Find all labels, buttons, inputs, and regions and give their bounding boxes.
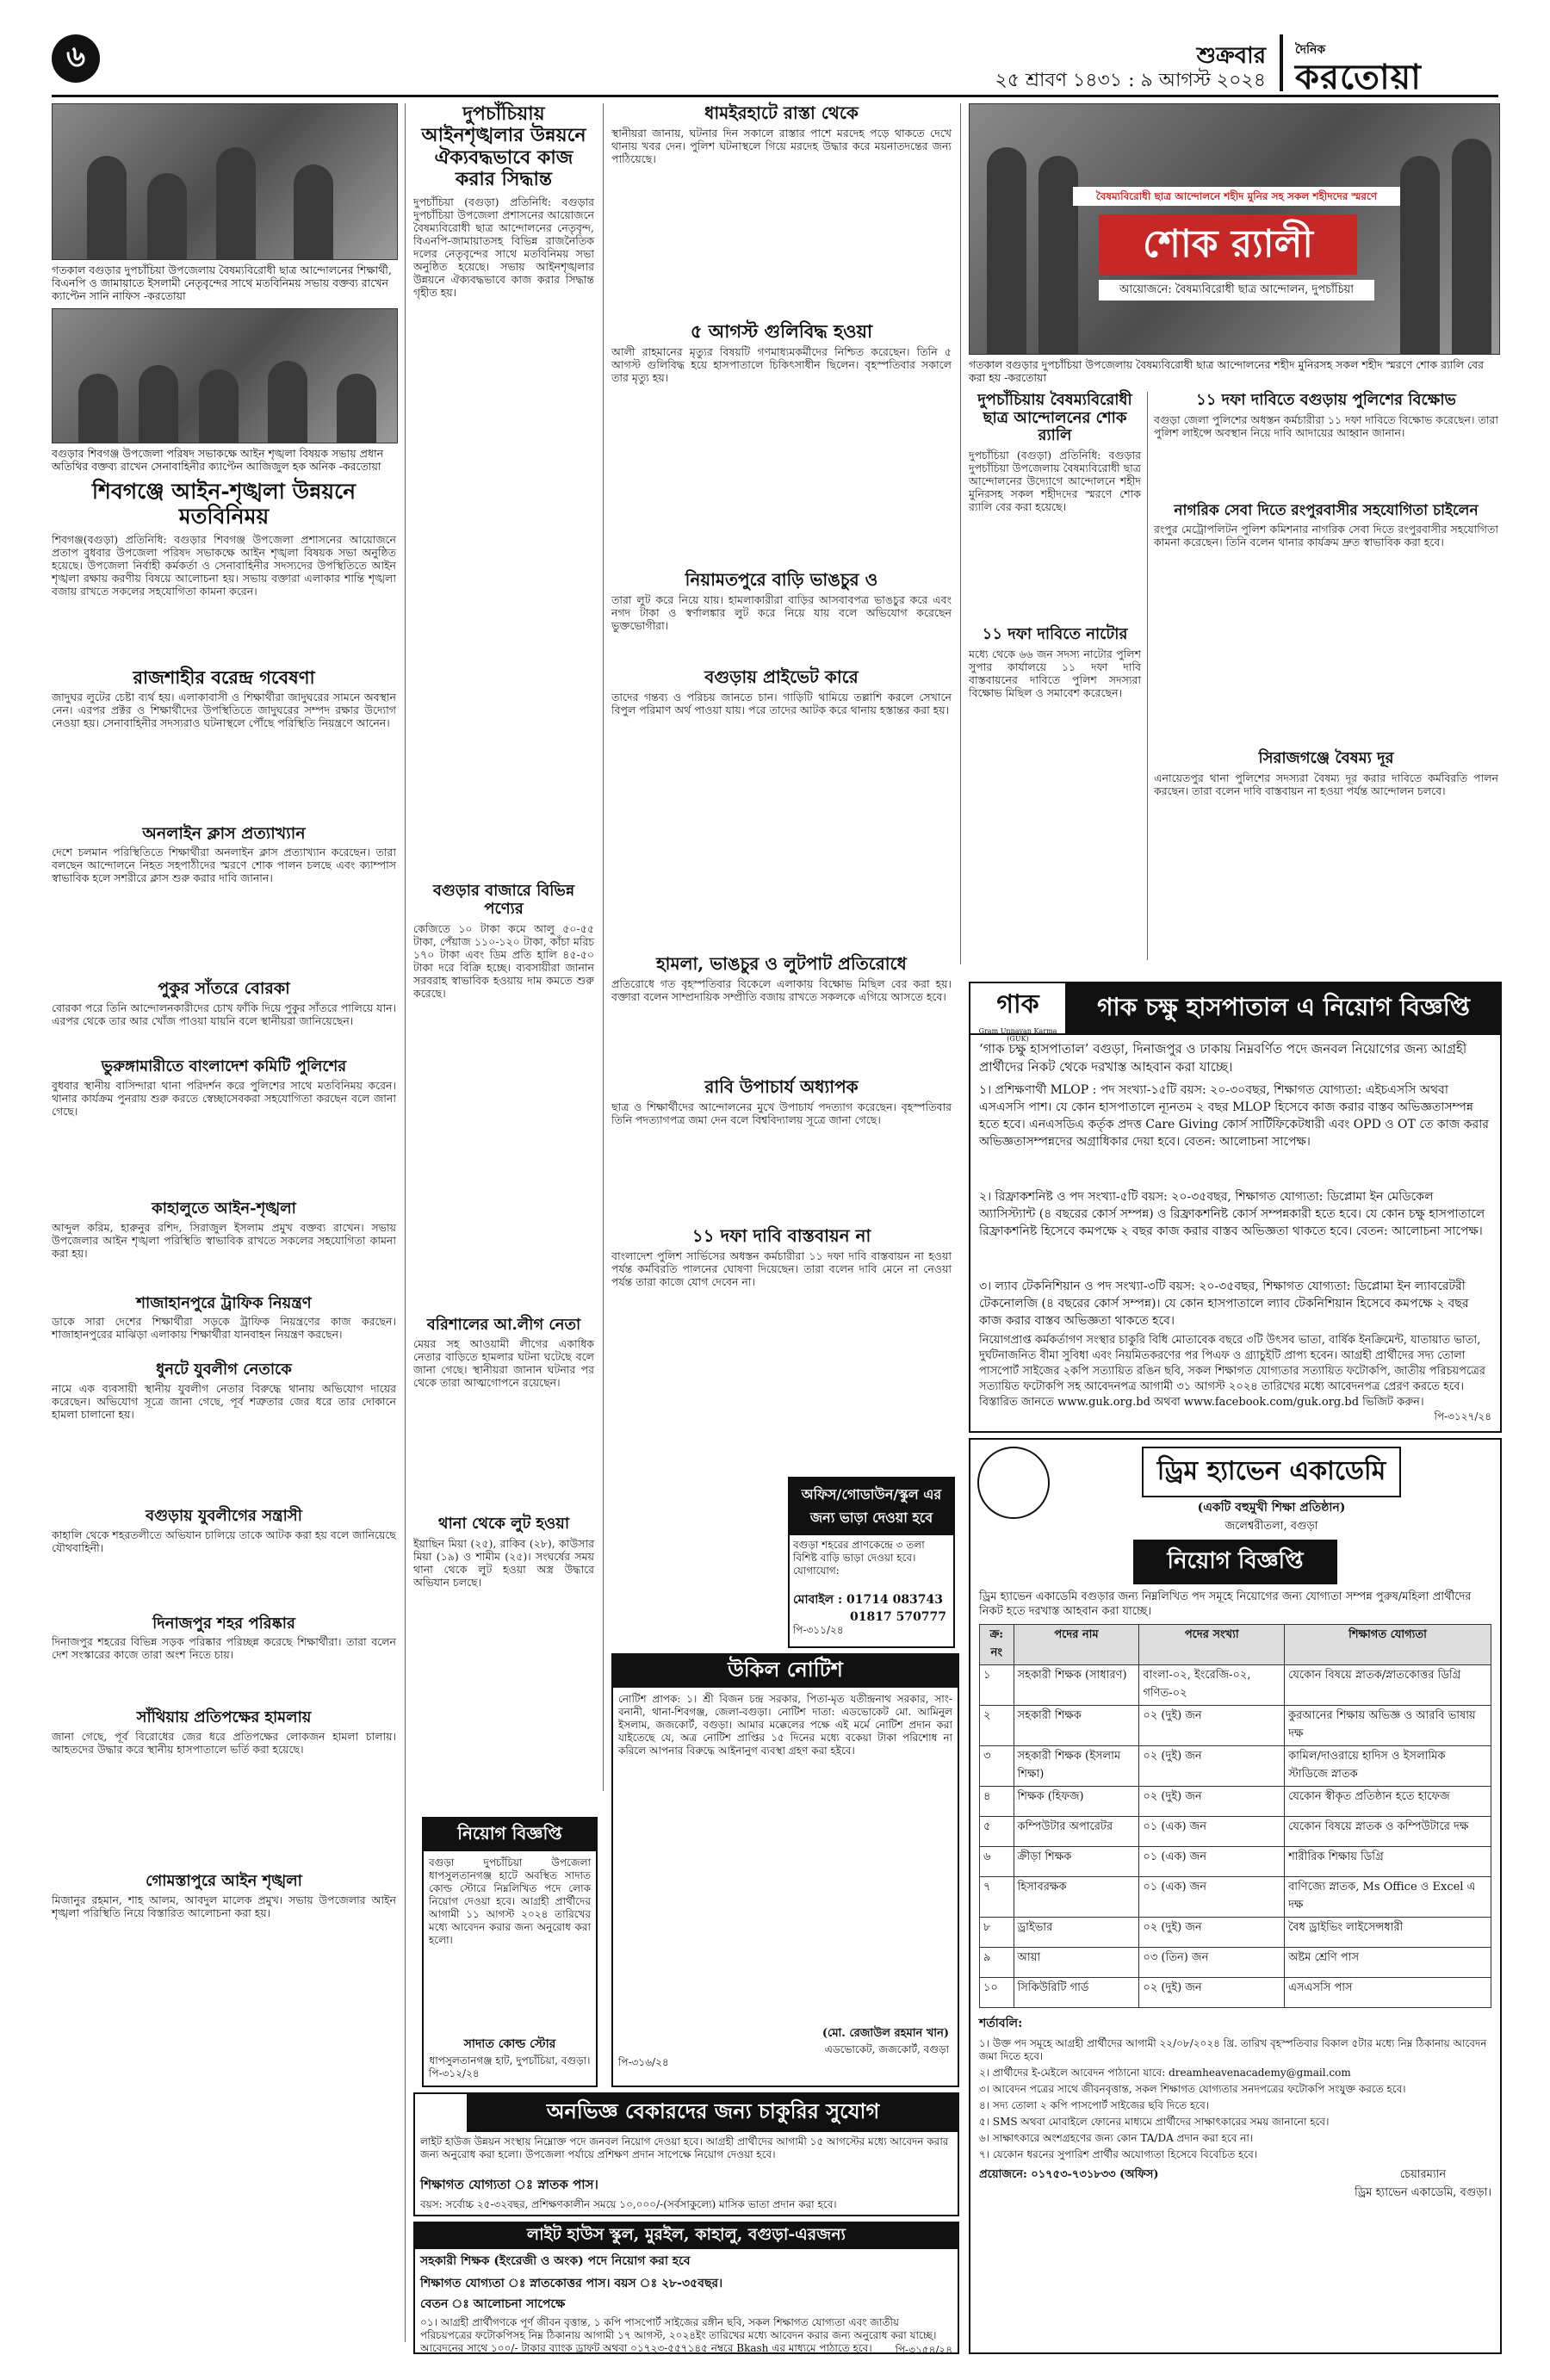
masthead xyxy=(52,34,1498,97)
table-header: পদের নাম xyxy=(1014,1625,1139,1665)
article-body: ডাকে সারা দেশের শিক্ষার্থীরা সড়কে ট্রাফিক নিয়ন্ত্রণের কাজ করছেন। শাজাহানপুরের মাঝিড়া এলাকায় শিক্ষার্থীরা যানবাহন নিয়ন্ত্রণ করছেন। xyxy=(52,1315,396,1342)
ad-body: লাইট হাউজ উন্নয়ন সংস্থায় নিম্নোক্ত পদে জনবল নিয়োগ দেওয়া হবে। আগ্রহী প্রার্থীদের আগামী ১৫ আগস্টের মধ্যে আবেদন করার জন্য অনুরোধ করা হলো। উপজেলা পর্যায়ে প্রশিক্ষণ প্রদান সাপেক্ষে নিয়োগ দেওয়া হবে। xyxy=(420,2135,949,2160)
headline: ১১ দফা দাবিতে নাটোর xyxy=(982,625,1128,644)
headline: শাজাহানপুরে ট্রাফিক নিয়ন্ত্রণ xyxy=(136,1293,312,1312)
photo-caption: গতকাল বগুড়ার দুপচাঁচিয়া উপজেলায় বৈষম্যবিরোধী ছাত্র আন্দোলনের শহীদ মুনিরসহ সকল শহীদ স্মরণে শোক র‍্যালি বের করা হয় -করতোয়া xyxy=(969,358,1484,384)
table-row xyxy=(980,1948,1491,1978)
rent-ad xyxy=(788,1477,955,1648)
condition-item: ৬। সাক্ষাৎকারে অংশগ্রহণের জন্য কোন TA/DA প্রদান করা হবে না। xyxy=(979,2132,1254,2144)
article-body: ছাত্র ও শিক্ষার্থীদের আন্দোলনের মুখে উপাচার্য পদত্যাগ করেছেন। বৃহস্পতিবার তিনি পদত্যাগপত্র জমা দেন বলে বিশ্ববিদ্যালয় সূত্রে জানা গেছে। xyxy=(611,1100,952,1127)
ad-code: পি-৩১২৭/২৪ xyxy=(1434,1410,1491,1422)
table-cell: ০২ (দুই) জন xyxy=(1139,1706,1285,1746)
recruitment-ad xyxy=(422,1817,598,2087)
headline: দিনাজপুর শহর পরিষ্কার xyxy=(152,1614,295,1633)
condition-item: ৫। SMS অথবা মোবাইলে ফোনের মাধ্যমে প্রার্থীদের সাক্ষাৎকারের সময় জানানো হবে। xyxy=(979,2116,1330,2128)
ad-item: ১। প্রশিক্ষণার্থী MLOP : পদ সংখ্যা-১৫টি বয়স: ২০-৩০বছর, শিক্ষাগত যোগ্যতা: এইচএসসি অথবা এসএসসি পাশ। যে কোন হাসপাতালে ন্যূনতম ২ বছর MLOP হিসেবে কাজ করার বাস্তব অভিজ্ঞতাসম্পন্ন হতে হবে। এনএসডিএ কর্তৃক প্রদত্ত Care Giving কোর্স সার্টিফিকেটধারী এবং OPD ও OT তে কাজ করার অভিজ্ঞতাসম্পন্নদের অগ্রাধিকার দেয়া হবে। বেতন: আলোচনা সাপেক্ষ। xyxy=(979,1083,1490,1149)
table-cell: ড্রাইভার xyxy=(1014,1918,1139,1948)
ad-code: পি-৩১১/২৪ xyxy=(793,1624,844,1636)
headline: নাগরিক সেবা দিতে রংপুরবাসীর সহযোগিতা চাইলেন xyxy=(1174,501,1479,519)
table-cell: ০২ (দুই) জন xyxy=(1139,1978,1285,2008)
condition-item: ৭। যেকোন ধরনের সুপারিশ প্রার্থীর অযোগ্যতা হিসেবে বিবেচিত হবে। xyxy=(979,2148,1258,2160)
headline: দুপচাঁচিয়ায় বৈষম্যবিরোধী ছাত্র আন্দোলনের শোক র‍্যালি xyxy=(977,391,1132,445)
brand-logo-text: করতোয়া xyxy=(1295,57,1422,97)
article-body: জানা গেছে, পূর্ব বিরোধের জের ধরে প্রতিপক্ষের লোকজন হামলা চালায়। আহতদের উদ্ধার করে স্থানীয় হাসপাতালে ভর্তি করা হয়েছে। xyxy=(52,1730,396,1757)
vacancy-table xyxy=(979,1624,1491,2008)
table-cell: কুরআনের শিক্ষায় অভিজ্ঞ ও আরবি ভাষায় দক্ষ xyxy=(1285,1706,1491,1746)
table-cell: সিকিউরিটি গার্ড xyxy=(1014,1978,1139,2008)
academy-tagline: (একটি বহুমুখী শিক্ষা প্রতিষ্ঠান) xyxy=(1197,1501,1346,1515)
article-body: তাদের গন্তব্য ও পরিচয় জানতে চান। গাড়িটি থামিয়ে তল্লাশি করলে সেখানে বিপুল পরিমাণ অর্থ পাওয়া যায়। পরে তাদের আটক করে থানায় হস্তান্তর করা হয়। xyxy=(611,691,952,717)
rally-banner: বৈষম্যবিরোধী ছাত্র আন্দোলনে শহীদ মুনির সহ সকল শহীদদের স্মরণে xyxy=(1073,187,1400,206)
ad-item: ২। রিফ্রাকশনিষ্ট ও পদ সংখ্যা-৫টি বয়স: ২০-৩৫বছর, শিক্ষাগত যোগ্যতা: ডিপ্লোমা ইন মেডিকেল অ্যাসিস্ট্যান্ট (৪ বছরের কোর্স সম্পন্ন) ও রিফ্রাকশনিষ্ট কোর্স সম্পন্নকারী হতে হবে। যে কোন চক্ষু হাসপাতালে রিফ্রাকশনিষ্ট হিসেবে কমপক্ষে ২ বছর কাজ করার বাস্তব অভিজ্ঞতা থাকতে হবে। বেতন: আলোচনা সাপেক্ষ। xyxy=(979,1190,1485,1238)
table-cell: ক্রীড়া শিক্ষক xyxy=(1014,1847,1139,1877)
ad-title: লাইট হাউস স্কুল, মুরইল, কাহালু, বগুড়া-এরজন্য xyxy=(415,2223,958,2249)
ad-intro: ড্রিম হ্যাভেন একাডেমি বগুড়ার জন্য নিম্নলিখিত পদ সমূহে নিয়োগের জন্য যোগ্যতা সম্পন্ন পুরুষ/মহিলা প্রার্থীদের নিকট হতে দরখাস্ত আহবান করা যাচ্ছে। xyxy=(979,1590,1472,1618)
conditions-title: শর্তাবলি: xyxy=(979,2017,1023,2030)
table-cell: বাংলা-০২, ইংরেজি-০২, গণিত-০২ xyxy=(1139,1665,1285,1706)
article-body: মধ্যে থেকে ৬৬ জন সদস্য নাটোর পুলিশ সুপার কার্যালয়ে ১১ দফা দাবি বাস্তবায়নের দাবিতে পুলিশ সদস্যরা বিক্ষোভ মিছিল ও সমাবেশ করেছেন। xyxy=(969,647,1141,699)
article-body: কাহালি থেকে শহরতলীতে অভিযান চালিয়ে তাকে আটক করা হয় বলে জানিয়েছে যৌথবাহিনী। xyxy=(52,1528,396,1554)
ad-title: উকিল নোটিশ xyxy=(613,1655,958,1688)
contact-number: প্রয়োজনে: ০১৭৫৩-৭৩১৮৩৩ (অফিস) xyxy=(979,2168,1159,2181)
sub-column xyxy=(969,392,1141,958)
headline: থানা থেকে লুট হওয়া xyxy=(437,1515,570,1533)
table-cell: ৮ xyxy=(980,1918,1014,1948)
article-body: শিবগঞ্জ(বগুড়া) প্রতিনিধি: বগুড়ার শিবগঞ্জ উপজেলা প্রশাসনের আয়োজনে প্রতাপ বুধবার উপজেলা পরিষদ সভাকক্ষে আইন শৃঙ্খলা বিষয়ক সভা অনুষ্ঠিত হয়েছে। উপজেলা নির্বাহী কর্মকর্তা ও সেনাবাহিনীর সদস্যদের উপস্থিতিতে আইন শৃঙ্খলা রক্ষায় করণীয় বিষয়ে আলোচনা হয়। সভায় বক্তারা এলাকার শান্তি শৃঙ্খলা বজায় রাখতে সকলের সহযোগিতা কামনা করেন। xyxy=(52,532,396,598)
issue-day: শুক্রবার xyxy=(1196,43,1266,69)
gak-hospital-ad xyxy=(969,982,1502,1433)
ad-title: অনভিজ্ঞ বেকারদের জন্য চাকুরির সুযোগ xyxy=(468,2094,958,2132)
headline: রাবি উপাচার্য অধ্যাপক xyxy=(704,1076,859,1098)
article-body: জাদুঘর লুটের চেষ্টা ব্যর্থ হয়। এলাকাবাসী ও শিক্ষার্থীরা জাদুঘরের সামনে অবস্থান নেন। এরপর প্রক্টর ও শিক্ষার্থীদের উপস্থিতিতে জাদুঘরের সম্পদ রক্ষার উদ্যোগ নেওয়া হয়। সেনাবাহিনীর সদস্যরাও ঘটনাস্থলে পৌঁছে পরিস্থিতি নিয়ন্ত্রণে আনেন। xyxy=(52,690,396,729)
ad-body: বগুড়া শহরের প্রাণকেন্দ্রে ৩ তলা বিশিষ্ট বাড়ি ভাড়া দেওয়া হবে। যোগাযোগ: xyxy=(793,1539,925,1577)
table-cell: কম্পিউটার অপারেটর xyxy=(1014,1817,1139,1847)
photo-caption: গতকাল বগুড়ার দুপচাঁচিয়া উপজেলায় বৈষম্যবিরোধী ছাত্র আন্দোলনের শিক্ষার্থী, বিএনপি ও জামায়াতে ইসলামী নেতৃবৃন্দের সাথে মতবিনিময় সভায় বক্তব্য রাখেন ক্যাপ্টেন সানি নাফিস -করতোয়া xyxy=(52,263,392,302)
table-cell: যেকোন স্বীকৃত প্রতিষ্ঠান হতে হাফেজ xyxy=(1285,1787,1491,1817)
headline: ১১ দফা দাবি বাস্তবায়ন না xyxy=(691,1225,871,1247)
article-body: রংপুর মেট্রোপলিটন পুলিশ কমিশনার নাগরিক সেবা দিতে রংপুরবাসীর সহযোগিতা কামনা করেছেন। তিনি বলেন থানার কার্যক্রম দ্রুত স্বাভাবিক করা হবে। xyxy=(1154,523,1498,549)
table-cell: ৪ xyxy=(980,1787,1014,1817)
table-row xyxy=(980,1918,1491,1948)
ad-line: বেতন ঃ আলোচনা সাপেক্ষে xyxy=(420,2297,566,2311)
table-cell: বৈধ ড্রাইভিং লাইসেন্সধারী xyxy=(1285,1918,1491,1948)
article-body: বোরকা পরে তিনি আন্দোলনকারীদের চোখ ফাঁকি দিয়ে পুকুর সাঁতরে পালিয়ে যান। এরপর থেকে তার আর খোঁজ পাওয়া যায়নি বলে স্থানীয়রা জানিয়েছেন। xyxy=(52,1001,396,1028)
table-cell: ৭ xyxy=(980,1877,1014,1918)
conditions-list xyxy=(979,2037,1491,2161)
headline: ১১ দফা দাবিতে বগুড়ায় পুলিশের বিক্ষোভ xyxy=(1196,391,1456,409)
ad-advertiser: সাদাত কোল্ড স্টোর xyxy=(463,2037,556,2051)
article-body: দুপচাঁচিয়া (বগুড়া) প্রতিনিধি: বগুড়ার দুপচাঁচিয়া উপজেলা প্রশাসনের আয়োজনে বৈষম্যবিরোধী ছাত্র আন্দোলনের নেতৃবৃন্দ, বিএনপি-জামায়াতসহ বিভিন্ন রাজনৈতিক দলের নেতৃবৃন্দের সাথে মতবিনিময় সভা অনুষ্ঠিত হয়েছে। সভায় আইনশৃঙ্খলার উন্নয়নে ঐক্যবদ্ধভাবে কাজ করার সিদ্ধান্ত গৃহীত হয়। xyxy=(413,195,594,300)
article-body: দেশে চলমান পরিস্থিতিতে শিক্ষার্থীরা অনলাইন ক্লাস প্রত্যাখ্যান করেছেন। তারা বলছেন আন্দোলনে নিহত সহপাঠীদের স্মরণে শোক পালন চলছে এবং ক্যাম্পাস স্বাভাবিক হলে সশরীরে ক্লাস শুরু করার দাবি জানান। xyxy=(52,846,396,885)
notice-role: এডভোকেট, জজকোর্ট, বগুড়া xyxy=(824,2043,949,2055)
ad-title: নিয়োগ বিজ্ঞপ্তি xyxy=(424,1819,596,1851)
lighthouse-school-ad xyxy=(413,2222,959,2354)
article-body: স্থানীয়রা জানায়, ঘটনার দিন সকালে রাস্তার পাশে মরদেহ পড়ে থাকতে দেখে থানায় খবর দেন। পুলিশ ঘটনাস্থলে গিয়ে মরদেহ উদ্ধার করে ময়নাতদন্তের জন্য পাঠিয়েছে। xyxy=(611,127,952,165)
page-number: ৬ xyxy=(52,34,100,83)
meeting-photo xyxy=(52,103,398,260)
dream-haven-ad xyxy=(969,1438,1502,2354)
table-row xyxy=(980,1787,1491,1817)
table-cell: ৩ xyxy=(980,1746,1014,1787)
academy-logo-icon xyxy=(977,1447,1050,1519)
table-row xyxy=(980,1978,1491,2008)
table-header: পদের সংখ্যা xyxy=(1139,1625,1285,1665)
headline: বগুড়ায় প্রাইভেট কারে xyxy=(704,666,859,688)
article-body: দুপচাঁচিয়া (বগুড়া) প্রতিনিধি: বগুড়ার দুপচাঁচিয়া উপজেলায় বৈষম্যবিরোধী ছাত্র আন্দোলনের উদ্যোগে আন্দোলনে শহীদ মুনিরসহ সকল শহীদদের স্মরণে শোক র‍্যালি বের করা হয়েছে। xyxy=(969,449,1141,514)
article-body: ইয়াছিন মিয়া (২৫), রাকিব (২৮), কাউসার মিয়া (১৯) ও শামীম (২৫)। সংঘর্ষের সময় থানা থেকে লুট হওয়া অস্ত্র উদ্ধারে অভিযান চলছে। xyxy=(413,1536,594,1589)
headline: ধুনটে যুবলীগ নেতাকে xyxy=(156,1360,292,1379)
rally-organizer: আয়োজনে: বৈষম্যবিরোধী ছাত্র আন্দোলন, দুপচাঁচিয়া xyxy=(1099,280,1374,301)
job-opportunity-ad xyxy=(413,2092,959,2216)
rally-sign: শোক র‍্যালী xyxy=(1099,214,1357,275)
ad-phone: 01817 570777 xyxy=(850,1610,947,1624)
table-header: শিক্ষাগত যোগ্যতা xyxy=(1285,1625,1491,1665)
condition-item: ২। প্রার্থীদের ই-মেইলে আবেদন পাঠানো যাবে: dreamheavenacademy@gmail.com xyxy=(979,2067,1351,2079)
article-body: মিজানুর রহমান, শাহ আলম, আবদুল মালেক প্রমুখ। সভায় উপজেলার আইন শৃঙ্খলা পরিস্থিতি নিয়ে বিস্তারিত আলোচনা করা হয়। xyxy=(52,1893,396,1919)
article-body: তারা লুট করে নিয়ে যায়। হামলাকারীরা বাড়ির আসবাবপত্র ভাঙচুর করে এবং নগদ টাকা ও স্বর্ণালঙ্কার লুট করে নিয়ে যায় বলে অভিযোগ করেছেন ভুক্তভোগীরা। xyxy=(611,593,952,633)
ad-code: পি-৩১৫৪/২৪ xyxy=(895,2344,952,2356)
headline: রাজশাহীর বরেন্দ্র গবেষণা xyxy=(133,666,315,688)
table-cell: হিসাবরক্ষক xyxy=(1014,1877,1139,1918)
table-row xyxy=(980,1665,1491,1706)
ad-title: অফিস/গোডাউন/স্কুল এর জন্য ভাড়া দেওয়া হবে xyxy=(790,1478,953,1535)
table-cell: ৫ xyxy=(980,1817,1014,1847)
table-cell: সহকারী শিক্ষক (ইসলাম শিক্ষা) xyxy=(1014,1746,1139,1787)
ad-body: বগুড়া দুপচাঁচিয়া উপজেলা ধাপসুলতানগঞ্জ হাটে অবস্থিত সাদাত কোল্ড স্টোরে নিম্নলিখিত পদে লোক নিয়োগ দেওয়া হবে। আগ্রহী প্রার্থীদের আগামী ১১ আগস্ট ২০২৪ তারিখের মধ্যে আবেদন করার জন্য অনুরোধ করা হলো। xyxy=(429,1856,591,1946)
headline: বরিশালের আ.লীগ নেতা xyxy=(426,1315,581,1334)
ad-phone: মোবাইল : 01714 083743 xyxy=(793,1593,944,1607)
table-cell: সহকারী শিক্ষক (সাধারণ) xyxy=(1014,1665,1139,1706)
ad-intro: ‘গাক চক্ষু হাসপাতাল’ বগুড়া, দিনাজপুর ও ঢাকায় নিম্নবর্ণিত পদে জনবল নিয়োগের জন্য আগ্রহী প্রার্থীদের নিকট থেকে দরখাস্ত আহবান করা যাচ্ছে। xyxy=(979,1041,1467,1075)
table-cell: যেকোন বিষয়ে স্নাতক/স্নাতকোত্তর ডিগ্রি xyxy=(1285,1665,1491,1706)
headline: শিবগঞ্জে আইন-শৃঙ্খলা উন্নয়নে মতবিনিময় xyxy=(91,479,356,529)
notice-body: নোটিশ প্রাপক: ১। শ্রী বিজন চন্দ্র সরকার, পিতা-মৃত যতীন্দ্রনাথ সরকার, সাং-বনানী, থানা-শিবগঞ্জ, জেলা-বগুড়া। নোটিশ দাতা: এডভোকেট মো. আমিনুল ইসলাম, জজকোর্ট, বগুড়া। আমার মক্কেলের পক্ষে এই মর্মে নোটিশ প্রদান করা যাইতেছে যে, অত্র নোটিশ প্রাপ্তির ১৫ দিনের মধ্যে বকেয়া টাকা পরিশোধ না করিলে আপনার বিরুদ্ধে আইনানুগ ব্যবস্থা গ্রহণ করা হইবে। xyxy=(618,1693,952,1757)
academy-location: জলেশ্বরীতলা, বগুড়া xyxy=(1224,1520,1318,1533)
table-cell: এসএসসি পাস xyxy=(1285,1978,1491,2008)
headline: অনলাইন ক্লাস প্রত্যাখ্যান xyxy=(142,823,306,843)
headline: নিয়ামতপুরে বাড়ি ভাঙচুর ও xyxy=(685,569,878,591)
headline: কাহালুতে আইন-শৃঙ্খলা xyxy=(152,1199,296,1218)
table-cell: ০৩ (তিন) জন xyxy=(1139,1948,1285,1978)
condition-item: ৩। আবেদন পত্রের সাথে জীবনবৃত্তান্ত, সকল শিক্ষাগত যোগ্যতার সনদপত্রের ফটোকপি সংযুক্ত করতে হবে। xyxy=(979,2083,1406,2095)
table-cell: শারীরিক শিক্ষায় ডিগ্রি xyxy=(1285,1847,1491,1877)
ad-item: ৩। ল্যাব টেকনিশিয়ান ও পদ সংখ্যা-৩টি বয়স: ২০-৩৫বছর, শিক্ষাগত যোগ্যতা: ডিপ্লোমা ইন ল্যাবরেটরী টেকনোলজি (৪ বছরের কোর্স সম্পন্ন)। যে কোন হাসপাতালে ল্যাব টেকনিশিয়ান হিসেবে কমপক্ষে ২ বছর কাজ করার বাস্তব অভিজ্ঞতা থাকতে হবে। xyxy=(979,1280,1469,1328)
brand-prefix: দৈনিক xyxy=(1295,43,1326,57)
table-cell: ০২ (দুই) জন xyxy=(1139,1746,1285,1787)
article-body: দিনাজপুর শহরের বিভিন্ন সড়ক পরিষ্কার পরিচ্ছন্ন করেছে শিক্ষার্থীরা। তারা বলেন দেশ সংস্কারের কাজে তারা অংশ নিতে চায়। xyxy=(52,1635,396,1662)
column-1 xyxy=(52,103,396,2342)
headline: পুকুর সাঁতরে বোরকা xyxy=(158,979,290,999)
article-body: প্রতিরোধে গত বৃহস্পতিবার বিকেলে এলাকায় বিক্ষোভ মিছিল বের করা হয়। বক্তারা বলেন সাম্প্রদায়িক সম্প্রীতি বজায় রাখতে সকলকে এগিয়ে আসতে হবে। xyxy=(611,977,952,1004)
headline: সিরাজগঞ্জে বৈষম্য দূর xyxy=(1258,749,1394,768)
issue-date: ২৫ শ্রাবণ ১৪৩১ : ৯ আগস্ট ২০২৪ xyxy=(995,70,1266,91)
table-cell: শিক্ষক (হিফজ) xyxy=(1014,1787,1139,1817)
meeting-photo-2 xyxy=(52,308,398,443)
article-body: মেয়র সহ আওয়ামী লীগের একাধিক নেতার বাড়িতে হামলার ঘটনা ঘটেছে বলে জানা গেছে। স্থানীয়রা জানান ঘটনার পর থেকে তারা আত্মগোপনে রয়েছেন। xyxy=(413,1337,594,1390)
academy-name: ড্রিম হ্যাভেন একাডেমি xyxy=(1142,1447,1402,1497)
table-cell: ১ xyxy=(980,1665,1014,1706)
table-row xyxy=(980,1817,1491,1847)
headline: গোমস্তাপুরে আইন শৃঙ্খলা xyxy=(146,1872,302,1891)
table-cell: কামিল/দাওরায়ে হাদিস ও ইসলামিক স্টাডিজে স্নাতক xyxy=(1285,1746,1491,1787)
table-cell: ৯ xyxy=(980,1948,1014,1978)
ad-qualification: শিক্ষাগত যোগ্যতা ঃ স্নাতক পাস। xyxy=(420,2177,598,2192)
article-body: বুধবার স্থানীয় বাসিন্দারা থানা পরিদর্শন করে পুলিশের সাথে মতবিনিময় করেন। থানার কার্যক্রম পুনরায় শুরু করতে স্বেচ্ছাসেবকরা সহযোগিতা করছেন বলে জানা গেছে। xyxy=(52,1079,396,1119)
article-body: কেজিতে ১০ টাকা কমে আলু ৫০-৫৫ টাকা, পেঁয়াজ ১১০-১২০ টাকা, কাঁচা মরিচ ১৭০ টাকা এবং ডিম প্রতি হালি ৪৫-৫০ টাকা দরে বিক্রি হচ্ছে। ব্যবসায়ীরা জানান সরবরাহ স্বাভাবিক হওয়ায় দাম কমতে শুরু করেছে। xyxy=(413,921,594,1000)
table-cell: ০২ (দুই) জন xyxy=(1139,1787,1285,1817)
table-row xyxy=(980,1706,1491,1746)
table-cell: ১০ xyxy=(980,1978,1014,2008)
table-cell: অষ্টম শ্রেণি পাস xyxy=(1285,1948,1491,1978)
headline: হামলা, ভাঙচুর ও লুটপাট প্রতিরোধে xyxy=(656,953,907,975)
table-cell: ০১ (এক) জন xyxy=(1139,1817,1285,1847)
rally-photo xyxy=(969,103,1500,355)
table-cell: আয়া xyxy=(1014,1948,1139,1978)
newspaper-brand xyxy=(1280,34,1498,97)
table-cell: ০২ (দুই) জন xyxy=(1139,1918,1285,1948)
ad-code: পি-৩১৬/২৪ xyxy=(618,2056,669,2068)
ad-code: পি-৩১২/২৪ xyxy=(429,2067,480,2079)
ad-line: সহকারী শিক্ষক (ইংরেজী ও অংক) পদে নিয়োগ করা হবে xyxy=(420,2254,691,2268)
ad-title: নিয়োগ বিজ্ঞপ্তি xyxy=(1133,1540,1338,1584)
article-body: আলী রাহমানের মৃত্যুর বিষয়টি গণমাধ্যমকর্মীদের নিশ্চিত করেছেন। তিনি ৫ আগস্ট গুলিবিদ্ধ হয়ে হাসপাতালে চিকিৎসাধীন ছিলেন। বৃহস্পতিবার সকালে তার মৃত্যু হয়। xyxy=(611,345,952,385)
table-cell: সহকারী শিক্ষক xyxy=(1014,1706,1139,1746)
table-cell: যেকোন বিষয়ে স্নাতক ও কম্পিউটারে দক্ষ xyxy=(1285,1817,1491,1847)
chairman-label: চেয়ারম্যান xyxy=(1399,2168,1447,2181)
headline: ধামইরহাটে রাস্তা থেকে xyxy=(704,102,859,123)
ad-title: গাক চক্ষু হাসপাতাল এ নিয়োগ বিজ্ঞপ্তি xyxy=(1067,983,1500,1033)
table-row xyxy=(980,1877,1491,1918)
ad-footer: নিয়োগপ্রাপ্ত কর্মকর্তাগণ সংস্থার চাকুরি বিধি মোতাবেক বছরে ৩টি উৎসব ভাতা, বার্ষিক ইনক্রিমেন্ট, যাতায়াত ভাতা, দুর্ঘটনাজনিত বীমা সুবিধা এবং নিয়মিতকরণের পর পিএফ ও গ্র্যাচুইটি প্রাপ্য হবেন। আগ্রহী প্রার্থীদের সদ্য তোলা পাসপোর্ট সাইজের ২কপি সত্যায়িত রঙিন ছবি, সকল শিক্ষাগত যোগ্যতার সত্যায়িত ফটোকপি, জাতীয় পরিচয়পত্রের সত্যায়িত ফটোকপি সহ আবেদনপত্র আগামী ৩১ আগস্ট ২০২৪ তারিখের মধ্যে আবেদনপত্র প্রেরণ করতে হবে। বিস্তারিত জানতে www.guk.org.bd অথবা www.facebook.com/guk.org.bd ভিজিট করুন। xyxy=(979,1334,1485,1409)
headline: সাঁথিয়ায় প্রতিপক্ষের হামলায় xyxy=(136,1708,312,1727)
ad-address: ধাপসুলতানগঞ্জ হাট, দুপচাঁচিয়া, বগুড়া। xyxy=(429,2055,591,2067)
table-cell: ০১ (এক) জন xyxy=(1139,1877,1285,1918)
headline: ভুরুঙ্গামারীতে বাংলাদেশ কমিটি পুলিশের xyxy=(101,1057,347,1076)
table-row xyxy=(980,1746,1491,1787)
article-body: আব্দুল করিম, হারুনুর রশিদ, সিরাজুল ইসলাম প্রমুখ বক্তব্য রাখেন। সভায় উপজেলার আইন শৃঙ্খলা পরিস্থিতি স্বাভাবিক রাখতে সকলের সহযোগিতা কামনা করা হয়। xyxy=(52,1220,396,1260)
chairman-org: ড্রিম হ্যাভেন একাডেমি, বগুড়া। xyxy=(1355,2186,1491,2199)
gak-logo: গাক Gram Unnayan Karma (GUK) xyxy=(970,983,1067,1033)
ad-body: ০১। আগ্রহী প্রার্থীগণকে পূর্ণ জীবন বৃত্তান্ত, ১ কপি পাসপোর্ট সাইজের রঙ্গীন ছবি, সকল শিক্ষাগত যোগ্যতা এবং জাতীয় পরিচয়পত্রের ফটোকপিসহ নিম্ন ঠিকানায় আগামী ১৭ আগস্ট, ২০২৪ইং তারিখের মধ্যে আবেদন করার জন্য অনুরোধ করা যাচ্ছে। আবেদনের সাথে ১০০/- টাকার ব্যাংক ড্রাফট অথবা ০১৭২৩-৫৫৭১৪৫ নম্বরে Bkash এর মাধ্যমে পাঠাতে হবে। xyxy=(420,2316,937,2354)
article-body: এনায়েতপুর থানা পুলিশের সদস্যরা বৈষম্য দূর করার দাবিতে কর্মবিরতি পালন করছেন। তারা বলেন দাবি বাস্তবায়ন না হওয়া পর্যন্ত আন্দোলন চলবে। xyxy=(1154,771,1498,797)
table-cell: ০১ (এক) জন xyxy=(1139,1847,1285,1877)
article-body: নামে এক ব্যবসায়ী স্থানীয় যুবলীগ নেতার বিরুদ্ধে থানায় অভিযোগ দায়ের করেছেন। অভিযোগ সূত্রে জানা গেছে, পূর্ব শত্রুতার জের ধরে তার দোকানে হামলা চালানো হয়। xyxy=(52,1382,396,1422)
ad-detail: বয়স: সর্বোচ্চ ২৫-৩২বছর, প্রশিক্ষণকালীন সময়ে ১০,০০০/-(সর্বসাকুল্যে) মাসিক ভাতা প্রদান করা হবে। xyxy=(420,2198,837,2210)
lighthouse-icon xyxy=(415,2094,468,2132)
photo-caption: বগুড়ার শিবগঞ্জ উপজেলা পরিষদ সভাকক্ষে আইন শৃঙ্খলা বিষয়ক সভায় প্রধান অতিথির বক্তব্য রাখেন সেনাবাহিনীর ক্যাপ্টেন আজিজুল হক অনিক -করতোয়া xyxy=(52,447,384,473)
notice-signatory: (মো. রেজাউল রহমান খান) xyxy=(822,2027,949,2040)
table-header: ক্র: নং xyxy=(980,1625,1014,1665)
table-cell: ৬ xyxy=(980,1847,1014,1877)
sub-column xyxy=(1154,392,1498,944)
table-cell: ২ xyxy=(980,1706,1014,1746)
article-body: বগুড়া জেলা পুলিশের অধস্তন কর্মচারীরা ১১ দফা দাবিতে বিক্ষোভ করেছেন। তারা পুলিশ লাইন্সে অবস্থান নিয়ে দাবি আদায়ের আহ্বান জানান। xyxy=(1154,412,1498,439)
headline: বগুড়ার বাজারে বিভিন্ন পণ্যের xyxy=(432,882,575,918)
condition-item: ৪। সদ্য তোলা ২ কপি পাসপোর্ট সাইজের ছবি দিতে হবে। xyxy=(979,2099,1210,2111)
condition-item: ১। উক্ত পদ সমূহে আগ্রহী প্রার্থীদের আগামী ২২/০৮/২০২৪ খ্রি. তারিখ বৃহস্পতিবার বিকাল ৫টার মধ্যে নিম্ন ঠিকানায় আবেদন জমা দিতে হবে। xyxy=(979,2037,1487,2062)
article-body: বাংলাদেশ পুলিশ সার্ভিসের অধস্তন কর্মচারীরা ১১ দফা দাবি বাস্তবায়ন না হওয়া পর্যন্ত কর্মবিরতি পালনের ঘোষণা দিয়েছেন। তারা বলেন দাবি মেনে না নেওয়া পর্যন্ত তারা কাজে যোগ দেবেন না। xyxy=(611,1249,952,1289)
headline: বগুড়ায় যুবলীগের সন্ত্রাসী xyxy=(146,1507,302,1526)
ad-line: শিক্ষাগত যোগ্যতা ঃ স্নাতকোত্তর পাস। বয়স ঃ ২৮-৩৫বছর। xyxy=(420,2277,723,2290)
lawyer-notice xyxy=(611,1653,959,2087)
headline: দুপচাঁচিয়ায় আইনশৃঙ্খলার উন্নয়নে ঐক্যবদ্ধভাবে কাজ করার সিদ্ধান্ত xyxy=(421,102,586,190)
table-cell: বাণিজ্যে স্নাতক, Ms Office ও Excel এ দক্ষ xyxy=(1285,1877,1491,1918)
headline: ৫ আগস্ট গুলিবিদ্ধ হওয়া xyxy=(690,320,873,342)
table-row xyxy=(980,1847,1491,1877)
column-4 xyxy=(969,103,1498,973)
